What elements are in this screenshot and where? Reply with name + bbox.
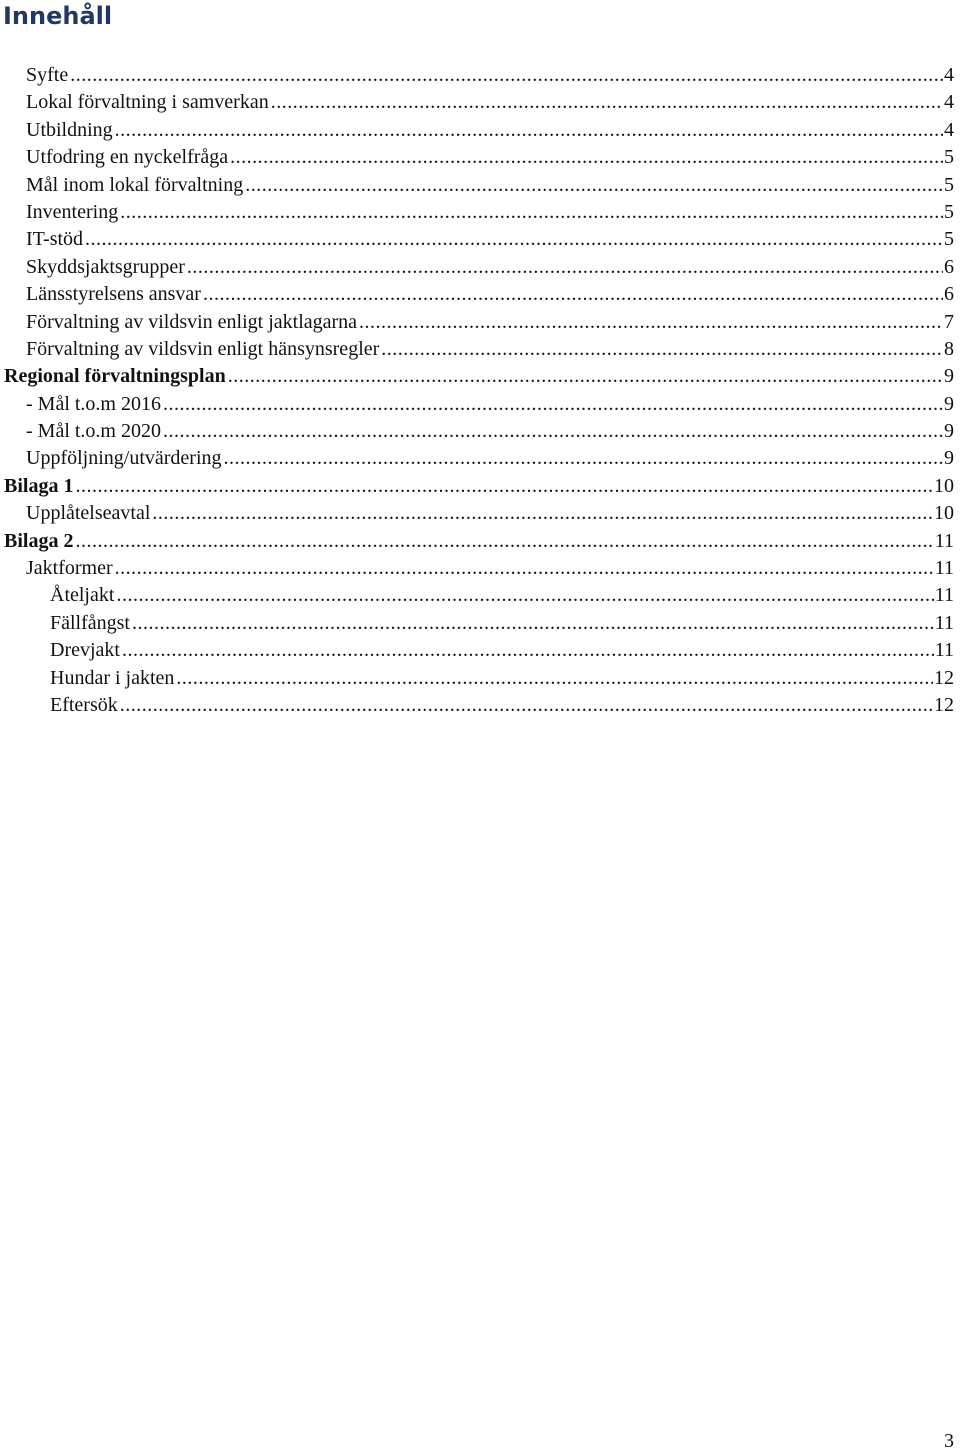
toc-entry-title: - Mål t.o.m 2016 (26, 392, 161, 415)
toc-entry-page: 9 (944, 365, 954, 388)
dot-leader (203, 281, 943, 308)
dot-leader (75, 528, 933, 555)
dot-leader (115, 117, 943, 144)
toc-entry-title: Drevjakt (50, 639, 120, 662)
toc-entry[interactable] (0, 418, 960, 445)
toc-entry-title: Lokal förvaltning i samverkan (26, 91, 269, 114)
toc-entry[interactable] (0, 172, 960, 199)
dot-leader (224, 445, 943, 472)
dot-leader (271, 89, 943, 116)
toc-entry-page: 11 (934, 584, 954, 607)
dot-leader (120, 199, 943, 226)
toc-entry-page: 5 (944, 146, 954, 169)
toc-entry[interactable] (0, 665, 960, 692)
toc-entry[interactable] (0, 692, 960, 719)
dot-leader (230, 144, 943, 171)
toc-entry-page: 12 (934, 666, 954, 689)
dot-leader (116, 582, 933, 609)
toc-entry[interactable] (0, 199, 960, 226)
dot-leader (163, 391, 943, 418)
dot-leader (120, 692, 933, 719)
dot-leader (152, 500, 933, 527)
dot-leader (70, 62, 943, 89)
toc-entry-title: Bilaga 2 (4, 529, 74, 552)
dot-leader (245, 172, 943, 199)
toc-entry[interactable] (0, 89, 960, 116)
toc-entry-title: Hundar i jakten (50, 666, 175, 689)
toc-entry-page: 6 (944, 255, 954, 278)
toc-entry[interactable] (0, 281, 960, 308)
toc-entry-page: 5 (944, 173, 954, 196)
toc-entry-page: 11 (934, 639, 954, 662)
dot-leader (122, 637, 934, 664)
toc-entry-title: Åteljakt (50, 584, 115, 607)
toc-entry[interactable] (0, 117, 960, 144)
toc-entry-title: Skyddsjaktsgrupper (26, 255, 185, 278)
toc-entry-title: Jaktformer (26, 557, 113, 580)
dot-leader (85, 226, 943, 253)
toc-entry-page: 5 (944, 200, 954, 223)
toc-entry-title: Fällfångst (50, 611, 130, 634)
toc-entry-page: 7 (944, 310, 954, 333)
toc-entry-page: 4 (944, 91, 954, 114)
toc-entry-title: Uppföljning/utvärdering (26, 447, 222, 470)
page-number: 3 (944, 1430, 954, 1452)
toc-entry-title: - Mål t.o.m 2020 (26, 420, 161, 443)
toc-entry[interactable] (0, 555, 960, 582)
toc-entry-page: 12 (934, 693, 954, 716)
toc-entry-title: Eftersök (50, 693, 118, 716)
dot-leader (228, 363, 943, 390)
toc-entry-title: Regional förvaltningsplan (4, 365, 226, 388)
toc-entry-title: Upplåtelseavtal (26, 502, 151, 525)
toc-entry-title: Länsstyrelsens ansvar (26, 283, 201, 306)
toc-entry[interactable] (0, 445, 960, 472)
dot-leader (115, 555, 934, 582)
toc-entry[interactable] (0, 254, 960, 281)
toc-entry-page: 9 (944, 392, 954, 415)
dot-leader (187, 254, 943, 281)
dot-leader (75, 473, 933, 500)
toc-entry-title: Utbildning (26, 118, 113, 141)
toc-entry-page: 11 (934, 557, 954, 580)
toc-entry-page: 11 (934, 611, 954, 634)
toc-entry-page: 9 (944, 447, 954, 470)
toc-entry-title: IT-stöd (26, 228, 84, 251)
toc-entry-title: Förvaltning av vildsvin enligt jaktlagarna (26, 310, 358, 333)
toc-entry[interactable] (0, 610, 960, 637)
toc-entry[interactable] (0, 528, 960, 555)
toc-entry-title: Bilaga 1 (4, 474, 74, 497)
toc-title: Innehåll (3, 2, 113, 30)
toc-entry-title: Mål inom lokal förvaltning (26, 173, 244, 196)
toc-entry-page: 11 (934, 529, 954, 552)
toc-entry[interactable] (0, 473, 960, 500)
toc-entry[interactable] (0, 582, 960, 609)
toc-entry-page: 5 (944, 228, 954, 251)
toc-entry[interactable] (0, 62, 960, 89)
toc-entry-page: 4 (944, 64, 954, 86)
dot-leader (381, 336, 943, 363)
toc-entry-page: 6 (944, 283, 954, 306)
toc-entry-title: Utfodring en nyckelfråga (26, 146, 229, 169)
toc-entry[interactable] (0, 309, 960, 336)
toc-entry[interactable] (0, 391, 960, 418)
toc-entry-page: 4 (944, 118, 954, 141)
toc-entry-title: Inventering (26, 200, 119, 223)
toc-entry-title: Förvaltning av vildsvin enligt hänsynsregler (26, 337, 380, 360)
toc-entry[interactable] (0, 637, 960, 664)
dot-leader (359, 309, 943, 336)
toc-entry-title: Syfte (26, 64, 69, 86)
toc-entry-page: 8 (944, 337, 954, 360)
toc-entry-page: 10 (934, 502, 954, 525)
toc-entry[interactable] (0, 144, 960, 171)
dot-leader (176, 665, 933, 692)
toc-entry[interactable] (0, 226, 960, 253)
table-of-contents (0, 62, 960, 719)
toc-entry-page: 9 (944, 420, 954, 443)
toc-entry-page: 10 (934, 474, 954, 497)
dot-leader (163, 418, 943, 445)
toc-entry[interactable] (0, 363, 960, 390)
toc-entry[interactable] (0, 500, 960, 527)
toc-entry[interactable] (0, 336, 960, 363)
dot-leader (132, 610, 934, 637)
